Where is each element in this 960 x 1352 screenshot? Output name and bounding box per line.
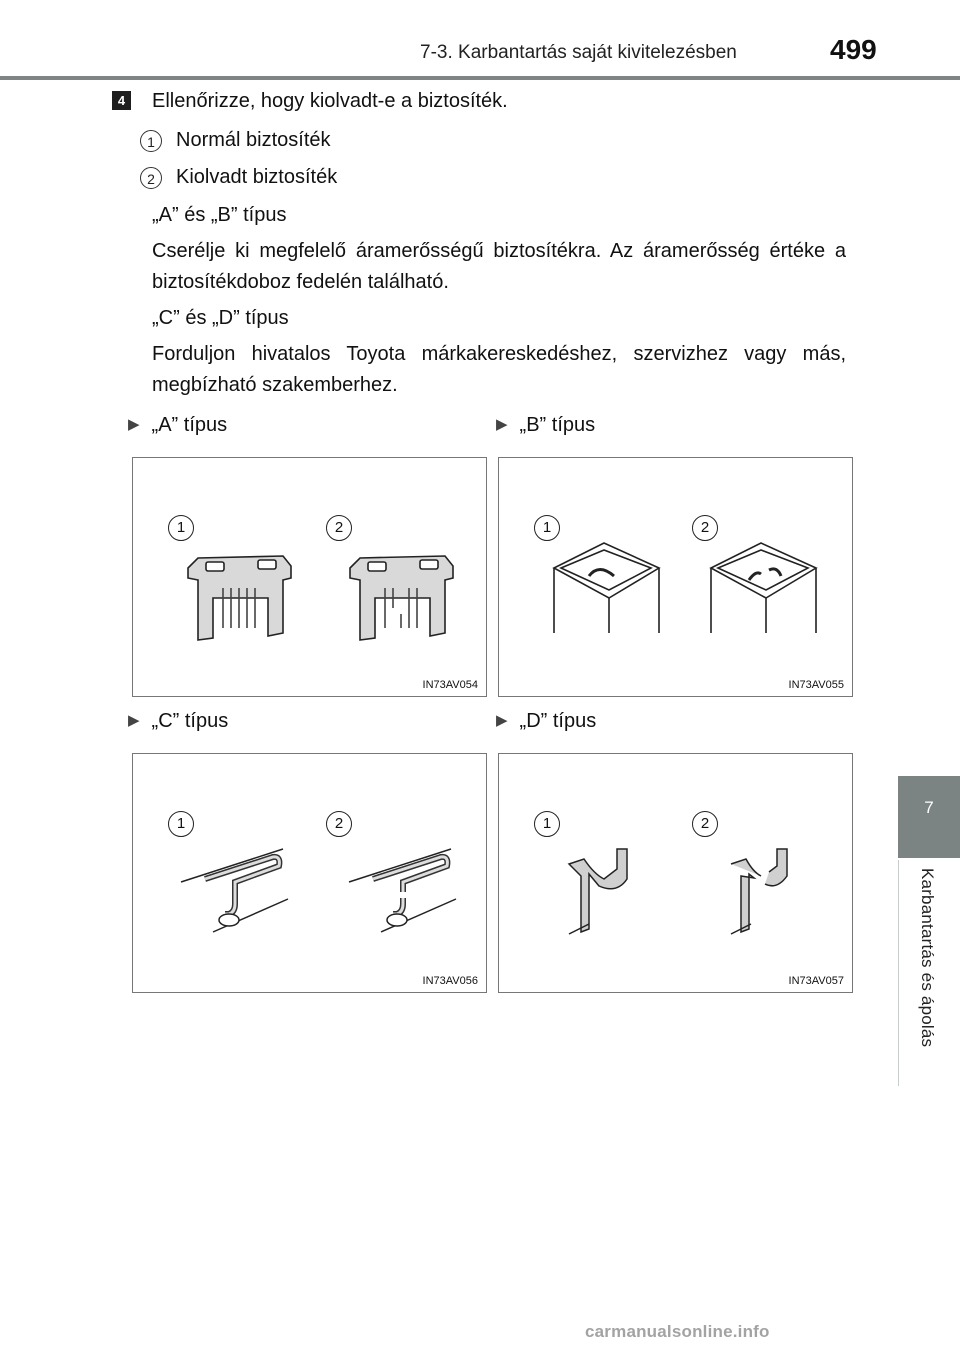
figure-type-b [498,457,853,697]
triangle-right-icon: ▶ [496,416,508,433]
chapter-number: 7 [924,798,934,817]
section-title: 7-3. Karbantartás saját kivitelezésben [420,42,737,63]
item-label-normal-fuse: Normál biztosíték [176,129,331,151]
fuse-type-a-illustration [133,458,488,698]
fuse-type-d-illustration [499,754,854,994]
figure-code: IN73AV056 [422,975,478,987]
figure-code: IN73AV055 [788,679,844,691]
figure-type-d [498,753,853,993]
figure-label-a: ▶ „A” típus [128,414,228,436]
figure-marker: 2 [692,811,718,837]
figure-marker: 2 [326,515,352,541]
triangle-right-icon: ▶ [128,712,140,729]
figure-type-c [132,753,487,993]
step-number-badge: 4 [112,91,131,110]
page-number: 499 [830,34,877,65]
figure-label-c: ▶ „C” típus [128,710,229,732]
triangle-right-icon: ▶ [128,416,140,433]
paragraph-cd-body: Forduljon hivatalos Toyota márkakereskedéshez, szervizhez vagy más, megbízható szakemberhez. [152,343,846,396]
chapter-tab[interactable] [898,776,960,858]
fuse-type-b-illustration [499,458,854,698]
figure-marker: 1 [168,515,194,541]
paragraph-cd-heading: „C” és „D” típus [152,307,289,329]
triangle-right-icon: ▶ [496,712,508,729]
figure-marker: 1 [534,515,560,541]
figure-marker: 1 [168,811,194,837]
header-rule [0,76,960,80]
item-marker: 1 [140,130,162,152]
figure-marker: 2 [692,515,718,541]
paragraph-ab-heading: „A” és „B” típus [152,204,287,226]
figure-type-a [132,457,487,697]
figure-marker: 1 [534,811,560,837]
figure-code: IN73AV057 [788,975,844,987]
paragraph-ab-body: Cserélje ki megfelelő áramerősségű biztosítékra. Az áramerősség értéke a biztosítékdoboz fedelén található. [152,240,846,293]
figure-label-d: ▶ „D” típus [496,710,597,732]
chapter-title: Karbantartás és ápolás [918,868,937,1048]
item-label-blown-fuse: Kiolvadt biztosíték [176,166,338,188]
figure-code: IN73AV054 [422,679,478,691]
chapter-title-tab [898,860,960,1086]
step-instruction: Ellenőrizze, hogy kiolvadt-e a biztosíték. [152,90,508,112]
watermark: carmanualsonline.info [585,1322,770,1341]
figure-marker: 2 [326,811,352,837]
item-marker: 2 [140,167,162,189]
fuse-type-c-illustration [133,754,488,994]
figure-label-b: ▶ „B” típus [496,414,596,436]
